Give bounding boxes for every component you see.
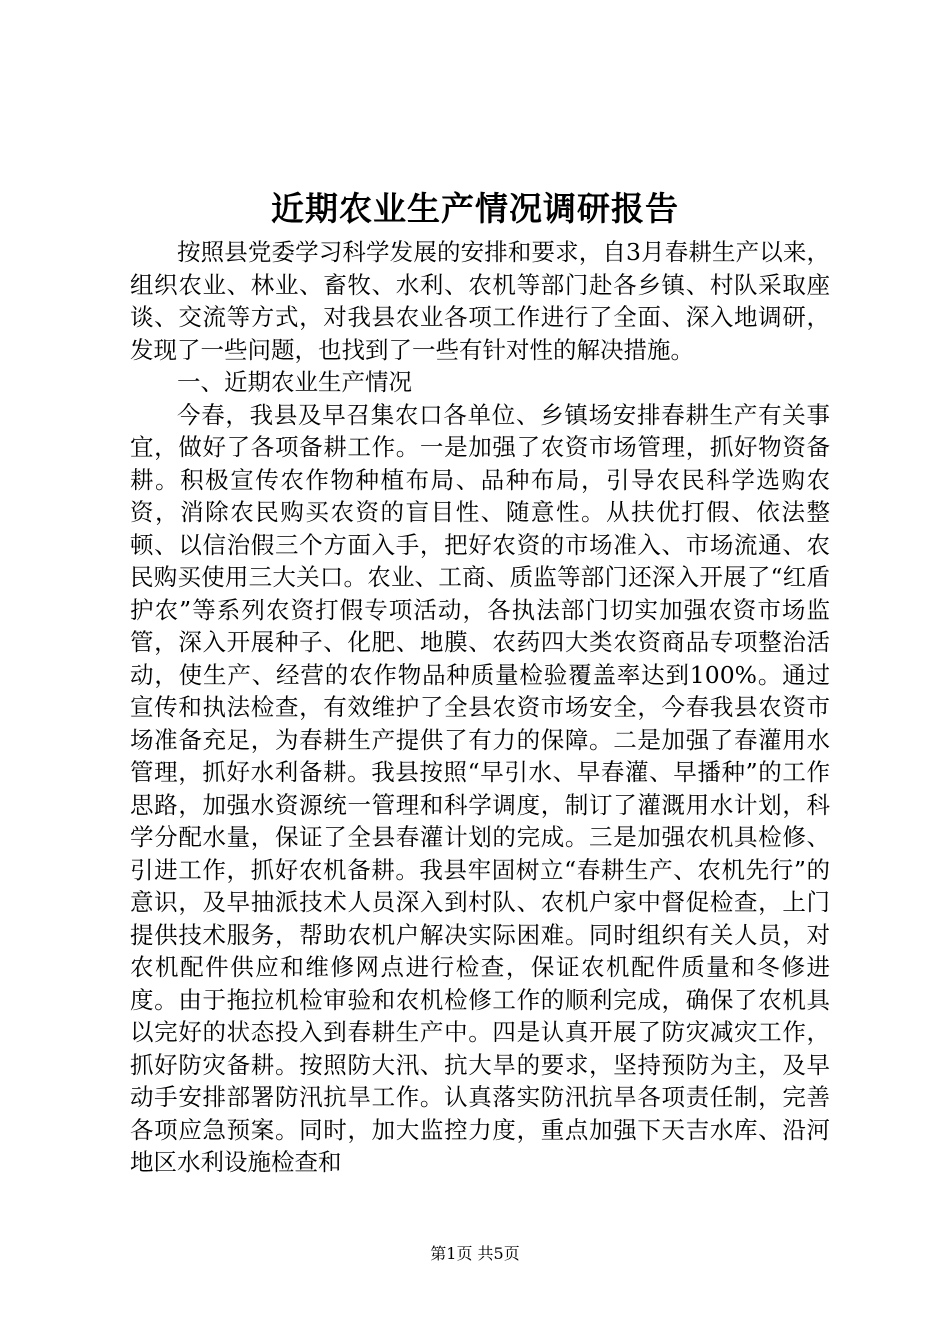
page-footer: 第1页 共5页 xyxy=(430,1244,520,1263)
section-heading: 一、近期农业生产情况 xyxy=(177,368,412,396)
document-body xyxy=(130,236,830,1179)
intro-paragraph: 按照县党委学习科学发展的安排和要求，自3月春耕生产以来，组织农业、林业、畜牧、水利、农机等部门赴各乡镇、村队采取座谈、交流等方式，对我县农业各项工作进行了全面、深入地调研，发现了一些问题，也找到了一些有针对性的解决措施。 xyxy=(130,238,830,364)
document-title: 近期农业生产情况调研报告 xyxy=(271,189,679,228)
body-paragraph: 今春，我县及早召集农口各单位、乡镇场安排春耕生产有关事宜，做好了各项备耕工作。一是加强了农资市场管理，抓好物资备耕。积极宣传农作物种植布局、品种布局，引导农民科学选购农资，消除农民购买农资的盲目性、随意性。从扶优打假、依法整顿、以信治假三个方面入手，把好农资的市场准入、市场流通、农民购买使用三大关口。农业、工商、质监等部门还深入开展了“红盾护农”等系列农资打假专项活动，各执法部门切实加强农资市场监管，深入开展种子、化肥、地膜、农药四大类农资商品专项整治活动，使生产、经营的农作物品种质量检验覆盖率达到100%。通过宣传和执法检查，有效维护了全县农资市场安全，今春我县农资市场准备充足，为春耕生产提供了有力的保障。二是加强了春灌用水管理，抓好水利备耕。我县按照“早引水、早春灌、早播种”的工作思路，加强水资源统一管理和科学调度，制订了灌溉用水计划，科学分配水量，保证了全县春灌计划的完成。三是加强农机具检修、引进工作，抓好农机备耕。我县牢固树立“春耕生产、农机先行”的意识，及早抽派技术人员深入到村队、农机户家中督促检查，上门提供技术服务，帮助农机户解决实际困难。同时组织有关人员，对农机配件供应和维修网点进行检查，保证农机配件质量和冬修进度。由于拖拉机检审验和农机检修工作的顺利完成，确保了农机具以完好的状态投入到春耕生产中。四是认真开展了防灾减灾工作，抓好防灾备耕。按照防大汛、抗大旱的要求，坚持预防为主，及早动手安排部署防汛抗旱工作。认真落实防汛抗旱各项责任制，完善各项应急预案。同时，加大监控力度，重点加强下天吉水库、沿河地区水利设施检查和 xyxy=(130,400,830,1176)
